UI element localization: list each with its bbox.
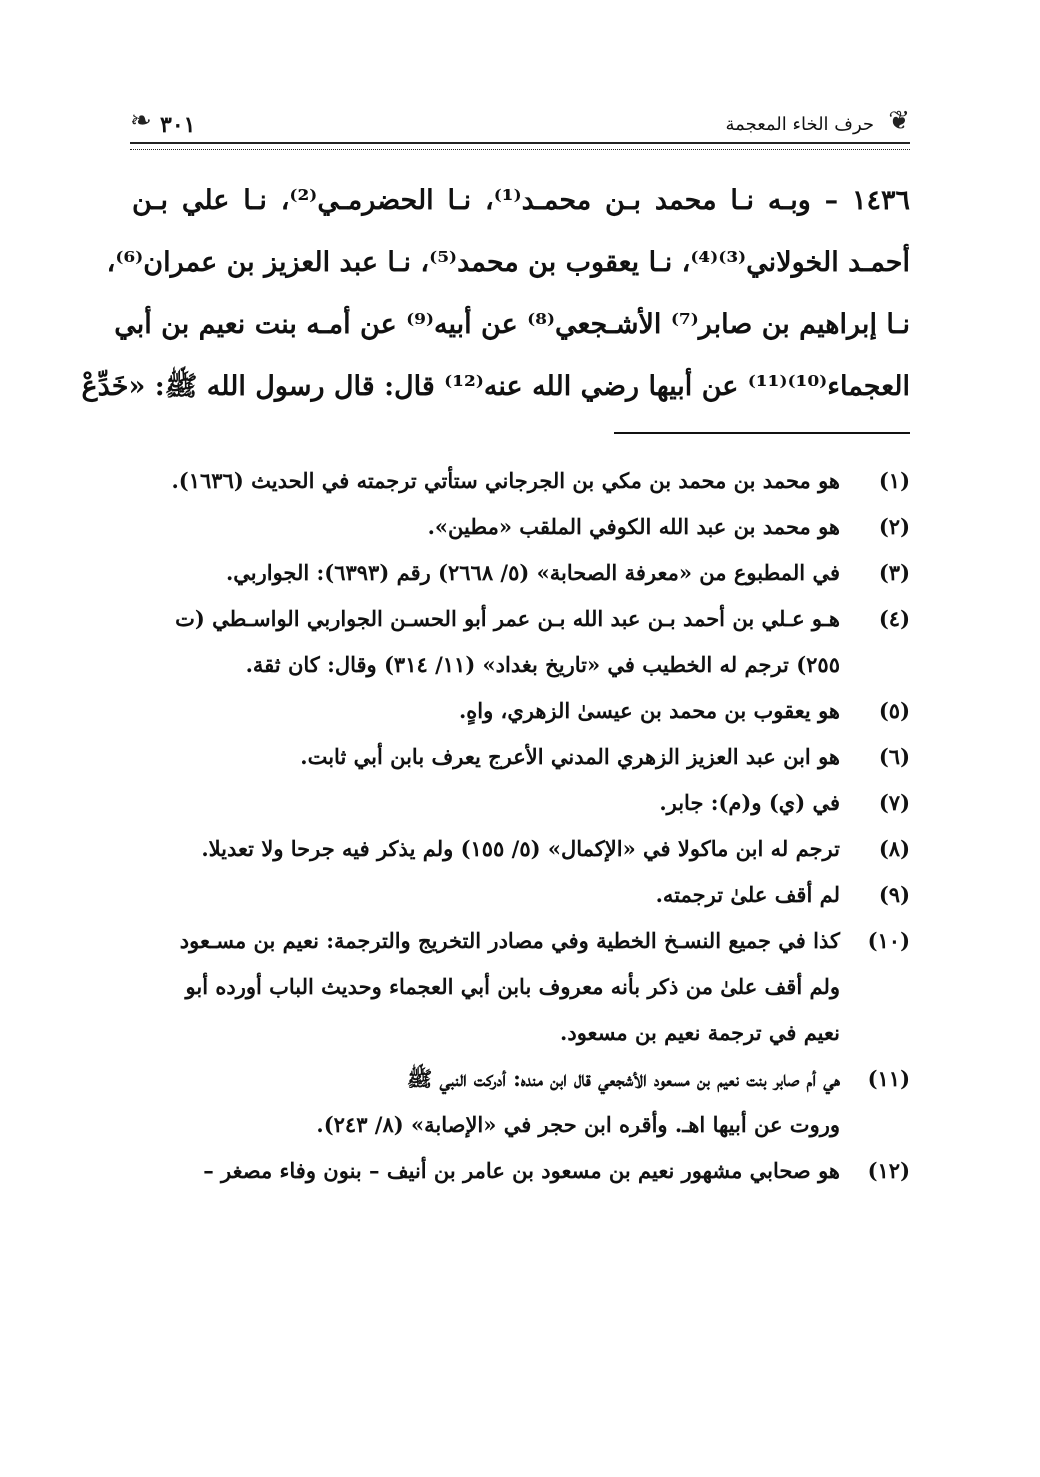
- footnote-number: (٨): [878, 836, 910, 861]
- footnote-separator: [614, 432, 910, 434]
- footnote: [132, 826, 910, 872]
- footnote-text: في (ي) و(م): جابر.: [659, 790, 840, 815]
- footnotes: [132, 458, 910, 1194]
- footnote-number: (٣): [878, 560, 910, 585]
- footnote-text: في المطبوع من «معرفة الصحابة» (٥/ ٢٦٦٨) رقم (٦٣٩٣): الجواربي.: [225, 560, 840, 585]
- footnote-number: (٤): [878, 606, 910, 631]
- footnote: [132, 596, 910, 688]
- hadith-line: نـا إبراهيم بن صابر⁽⁷⁾ الأشـجعي⁽⁸⁾ عن أبيه⁽⁹⁾ عن أمـه بنت نعيم بن أبي: [114, 309, 910, 340]
- header-ornament-left-icon: ❧: [130, 106, 152, 136]
- hadith-line: ١٤٣٦ – وبـه نـا محمد بـن محمـد⁽¹⁾، نـا الحضرمـي⁽²⁾، نـا علي بـن: [132, 185, 910, 216]
- footnote-text: هي أم صابر بنت نعيم بن مسعود الأشجعي قال ابن منده: أدركت النبي ﷺ: [406, 1066, 840, 1091]
- footnote-text: ولم أقف علىٰ من ذكر بأنه معروف بابن أبي العجماء وحديث الباب أورده أبو: [185, 974, 840, 999]
- running-header: [130, 108, 910, 148]
- footnote-number: (٢): [878, 514, 910, 539]
- footnote-number: (٩): [878, 882, 910, 907]
- page-number: ٣٠١: [160, 112, 196, 138]
- footnote: [132, 872, 910, 918]
- footnote: [132, 550, 910, 596]
- footnote: [132, 1148, 910, 1194]
- footnote: [132, 504, 910, 550]
- footnote: [132, 734, 910, 780]
- footnote-text: هـو عـلي بن أحمد بـن عبد الله بـن عمر أبو الحسـن الجواربي الواسـطي (ت: [175, 606, 840, 631]
- footnote-text: وروت عن أبيها اهـ. وأقره ابن حجر في «الإصابة» (٨/ ٢٤٣).: [316, 1112, 840, 1137]
- footnote-number: (١٢): [867, 1158, 910, 1183]
- footnote-number: (١): [878, 468, 910, 493]
- footnote-text: هو محمد بن عبد الله الكوفي الملقب «مطين».: [427, 514, 840, 539]
- footnote: [132, 780, 910, 826]
- footnote-text: نعيم في ترجمة نعيم بن مسعود.: [560, 1020, 840, 1045]
- footnote-number: (٧): [878, 790, 910, 815]
- header-rule: [130, 142, 910, 150]
- footnote-number: (١٠): [867, 928, 910, 953]
- footnote: [132, 918, 910, 1056]
- footnote-text: هو صحابي مشهور نعيم بن مسعود بن عامر بن أنيف – بنون وفاء مصغر –: [203, 1158, 840, 1183]
- footnote-text: هو يعقوب بن محمد بن عيسىٰ الزهري، واهٍ.: [458, 698, 840, 723]
- footnote-text: ترجم له ابن ماكولا في «الإكمال» (٥/ ١٥٥) ولم يذكر فيه جرحا ولا تعديلا.: [201, 836, 840, 861]
- footnote-number: (٥): [878, 698, 910, 723]
- footnote-number: (٦): [878, 744, 910, 769]
- header-ornament-right-icon: ❦: [888, 106, 910, 136]
- hadith-line: أحمـد الخولاني⁽³⁾⁽⁴⁾، نـا يعقوب بن محمد⁽⁵⁾، نـا عبد العزيز بن عمران⁽⁶⁾،: [106, 247, 910, 278]
- hadith-line: العجماء⁽¹⁰⁾⁽¹¹⁾ عن أبيها رضي الله عنه⁽¹²⁾ قال: قال رسول الله ﷺ: «خَدِّعْ: [81, 371, 910, 402]
- footnote-text: هو ابن عبد العزيز الزهري المدني الأعرج يعرف بابن أبي ثابت.: [300, 744, 840, 769]
- footnote-number: (١١): [867, 1066, 910, 1091]
- footnote: [132, 458, 910, 504]
- footnote-text: كذا في جميع النسـخ الخطية وفي مصادر التخريج والترجمة: نعيم بن مسـعود: [179, 928, 840, 953]
- hadith-text: [81, 170, 910, 418]
- footnote-text: ٢٥٥) ترجم له الخطيب في «تاريخ بغداد» (١١/ ٣١٤) وقال: كان ثقة.: [245, 652, 840, 677]
- chapter-title: حرف الخاء المعجمة: [725, 114, 874, 135]
- footnote-text: هو محمد بن محمد بن مكي بن الجرجاني ستأتي ترجمته في الحديث (١٦٣٦).: [171, 468, 840, 493]
- footnote-text: لم أقف علىٰ ترجمته.: [655, 882, 840, 907]
- footnote: [132, 1056, 910, 1148]
- footnote: [132, 688, 910, 734]
